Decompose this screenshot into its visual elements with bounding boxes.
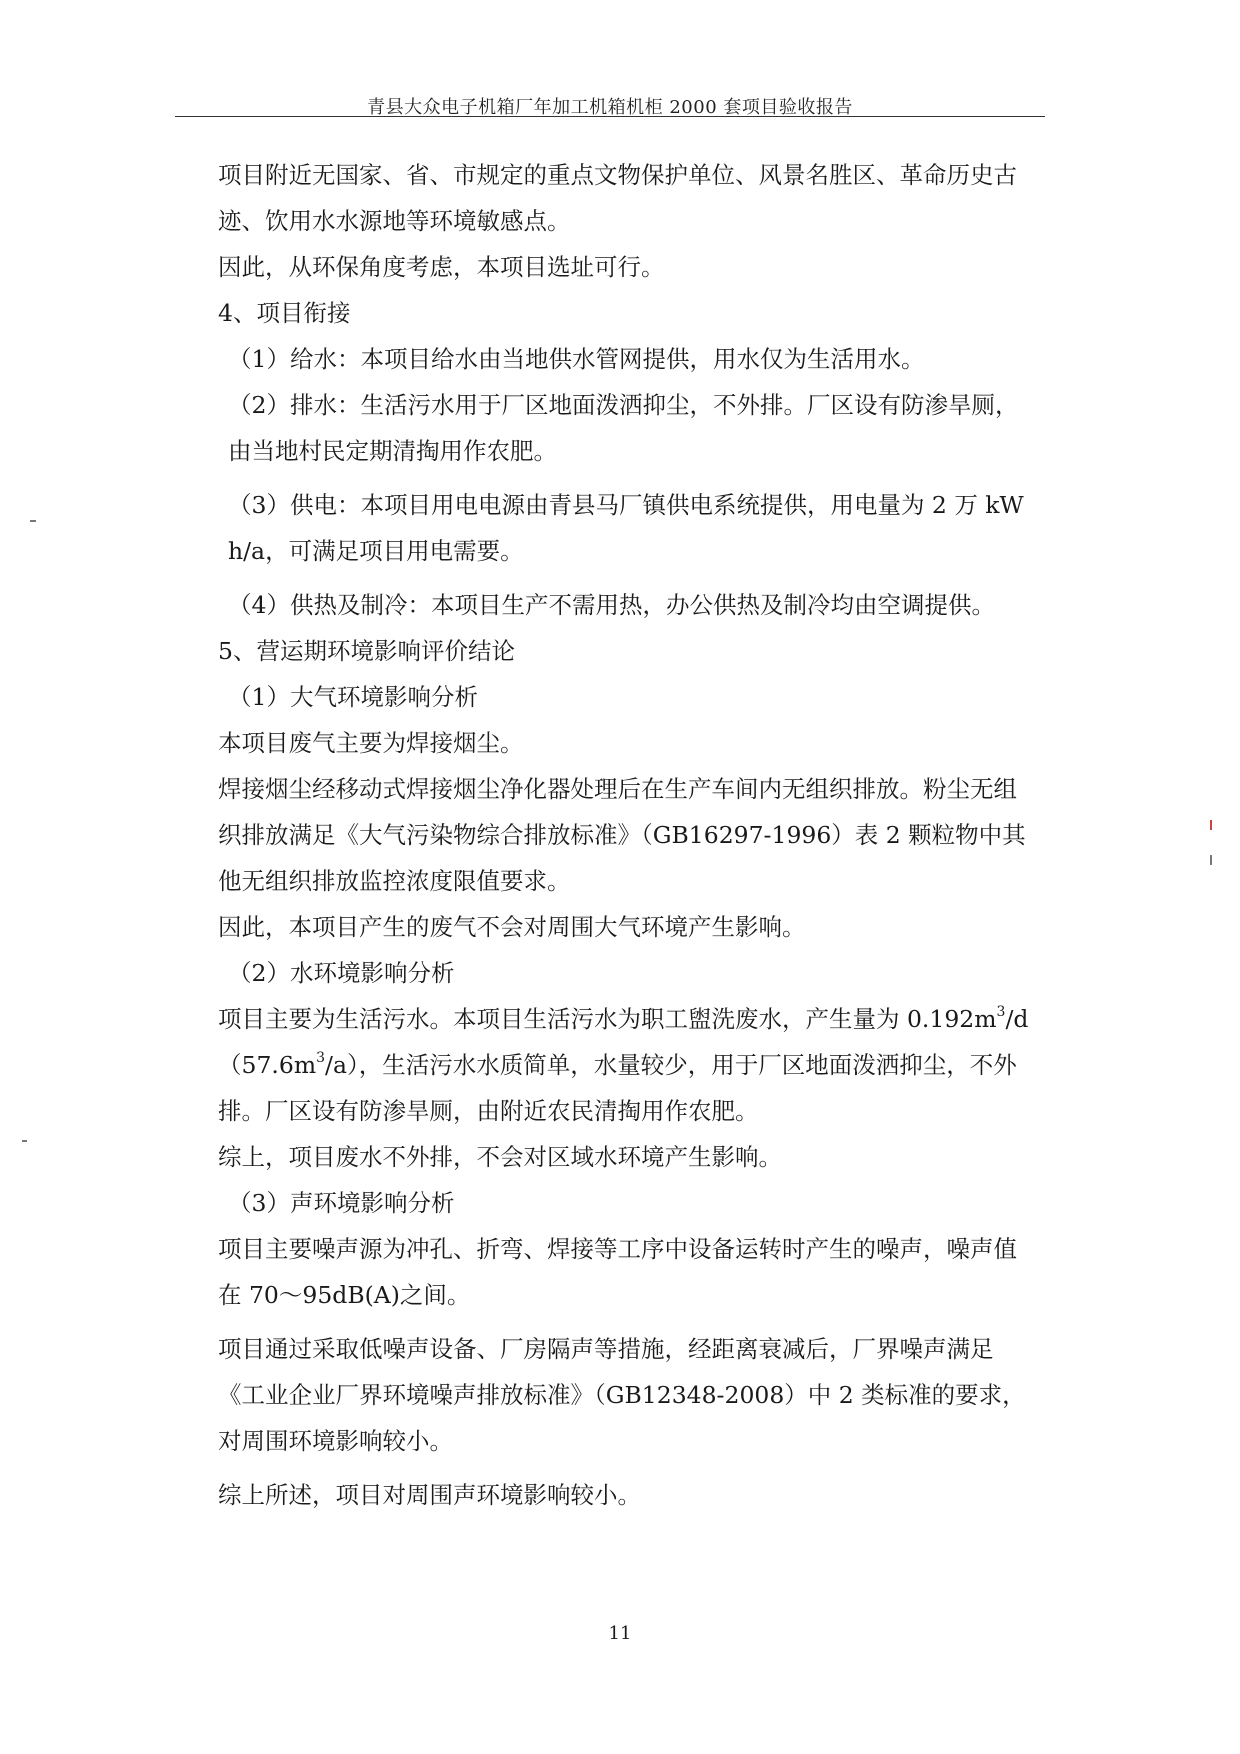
paragraph-drainage: （2）排水：生活污水用于厂区地面泼洒抑尘，不外排。厂区设有防渗旱厕，由当地村民定期清掏用作农肥。 (228, 391, 1019, 465)
scan-speck (1210, 820, 1212, 830)
document-body (168, 152, 1038, 1518)
paragraph-water-analysis (168, 996, 1038, 1134)
running-header: 青县大众电子机箱厂年加工机箱机柜 2000 套项目验收报告 (367, 97, 853, 118)
paragraph-heating-cooling: （4）供热及制冷：本项目生产不需用热，办公供热及制冷均由空调提供。 (228, 591, 995, 619)
paragraph-sensitive-points: 项目附近无国家、省、市规定的重点文物保护单位、风景名胜区、革命历史古迹、饮用水水源地等环境敏感点。 (218, 161, 1017, 235)
scan-speck (1210, 855, 1212, 865)
paragraph-air-source: 本项目废气主要为焊接烟尘。 (218, 729, 524, 757)
subheading-water: （2）水环境影响分析 (228, 959, 455, 987)
paragraph-noise-measures: 项目通过采取低噪声设备、厂房隔声等措施，经距离衰减后，厂界噪声满足《工业企业厂界环境噪声排放标准》（GB12348-2008）中 2 类标准的要求，对周围环境影响较小。 (218, 1335, 1026, 1455)
paragraph-air-treatment: 焊接烟尘经移动式焊接烟尘净化器处理后在生产车间内无组织排放。粉尘无组织排放满足《大气污染物综合排放标准》（GB16297-1996）表 2 颗粒物中其他无组织排放监控浓度限值要求。 (218, 775, 1026, 895)
paragraph-site-conclusion: 因此，从环保角度考虑，本项目选址可行。 (218, 253, 665, 281)
paragraph-water-supply: （1）给水：本项目给水由当地供水管网提供，用水仅为生活用水。 (228, 345, 925, 373)
subheading-air: （1）大气环境影响分析 (228, 683, 478, 711)
paragraph-water-conclusion: 综上，项目废水不外排，不会对区域水环境产生影响。 (218, 1143, 782, 1171)
scan-speck (22, 1140, 27, 1142)
paragraph-noise-source: 项目主要噪声源为冲孔、折弯、焊接等工序中设备运转时产生的噪声，噪声值在 70～95dB(A)之间。 (218, 1235, 1017, 1309)
heading-project-connection: 4、项目衔接 (218, 299, 351, 327)
paragraph-power-supply: （3）供电：本项目用电电源由青县马厂镇供电系统提供，用电量为 2 万 kW h/a，可满足项目用电需要。 (228, 491, 1024, 565)
page-number: 11 (608, 1623, 632, 1644)
superscript-cubic-2: 3 (316, 1050, 326, 1067)
heading-operation-impact: 5、营运期环境影响评价结论 (218, 637, 515, 665)
paragraph-air-conclusion: 因此，本项目产生的废气不会对周围大气环境产生影响。 (218, 913, 806, 941)
paragraph-noise-conclusion: 综上所述，项目对周围声环境影响较小。 (218, 1481, 641, 1509)
subheading-noise: （3）声环境影响分析 (228, 1189, 455, 1217)
header-rule (175, 116, 1045, 117)
water-text-part-2: /d（57.6m (218, 1005, 1029, 1079)
superscript-cubic-1: 3 (996, 1004, 1006, 1021)
scan-speck (30, 520, 36, 522)
water-text-part-3: /a），生活污水水质简单，水量较少，用于厂区地面泼洒抑尘，不外排。厂区设有防渗旱厕，由附近农民清掏用作农肥。 (218, 1051, 1017, 1125)
water-text-part-1: 项目主要为生活污水。本项目生活污水为职工盥洗废水，产生量为 0.192m (218, 1005, 997, 1033)
